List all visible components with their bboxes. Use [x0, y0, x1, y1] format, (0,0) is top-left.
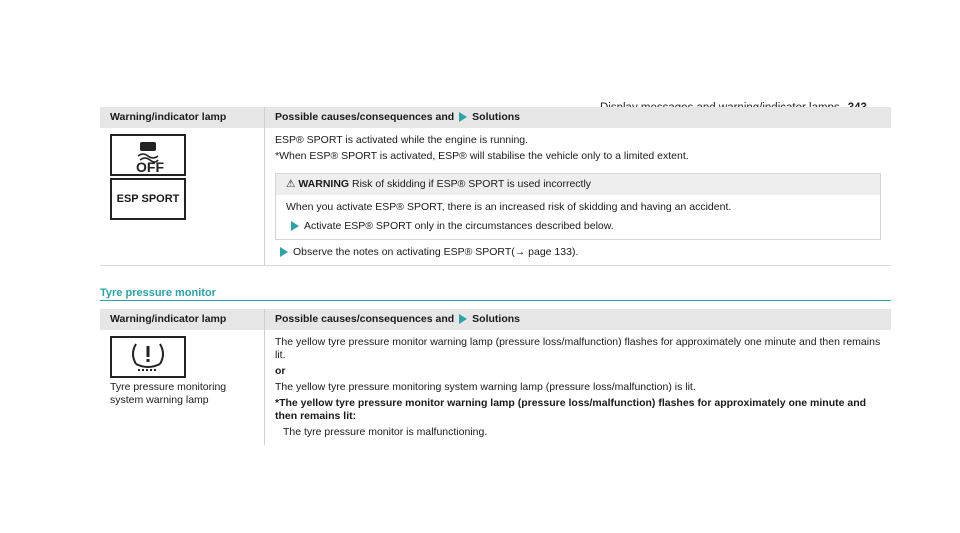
arrow-icon [280, 247, 288, 257]
solution-cell [265, 128, 892, 266]
tyre-pressure-table [100, 309, 891, 445]
esp-action: Observe the notes on activating ESP® SPORT(→ page 133). [293, 246, 579, 258]
tyre-para2: The yellow tyre pressure monitoring system warning lamp (pressure loss/malfunction) is lit. [275, 381, 696, 393]
warning-action: Activate ESP® SPORT only in the circumstances described below. [304, 220, 614, 232]
arrow-icon [459, 314, 467, 324]
warning-label: WARNING [298, 178, 350, 190]
arrow-icon [291, 221, 299, 231]
col2-header: Possible causes/consequences and Solutions [265, 309, 892, 330]
lamp-label: Tyre pressure monitoring system warning lamp [110, 381, 227, 406]
warning-box [275, 173, 881, 240]
tyre-para1: The yellow tyre pressure monitor warning lamp (pressure loss/malfunction) flashes for approximately one minute and then remains lit. [275, 336, 881, 361]
esp-off-icon [112, 136, 184, 174]
warning-icon: ⚠ [286, 178, 296, 190]
esp-sport-table [100, 107, 891, 266]
tyre-pressure-lamp [110, 336, 186, 378]
esp-line1: ESP® SPORT is activated while the engine is running. [275, 134, 529, 146]
col1-header: Warning/indicator lamp [100, 309, 265, 330]
lamp-cell [100, 330, 265, 445]
col1-header: Warning/indicator lamp [100, 107, 265, 128]
arrow-icon [459, 112, 467, 122]
tyre-bold-item: *The yellow tyre pressure monitor warning lamp (pressure loss/malfunction) flashes for approximately one minute and then remains lit: [275, 397, 867, 422]
solution-cell [265, 330, 892, 445]
col2-header: Possible causes/consequences and Solutions [265, 107, 892, 128]
esp-off-lamp [110, 134, 186, 176]
warning-title: Risk of skidding if ESP® SPORT is used incorrectly [352, 178, 592, 190]
section-divider [100, 300, 891, 301]
lamp-cell [100, 128, 265, 266]
esp-sport-lamp [110, 178, 186, 220]
tyre-para3: The tyre pressure monitor is malfunctioning. [283, 426, 488, 438]
esp-sport-lamp-text: ESP SPORT [116, 192, 180, 205]
section-title: Tyre pressure monitor [100, 287, 216, 299]
esp-line2: *When ESP® SPORT is activated, ESP® will stabilise the vehicle only to a limited extent. [275, 150, 689, 162]
warning-body: When you activate ESP® SPORT, there is an increased risk of skidding and having an accident. [286, 201, 732, 213]
or-text: or [275, 365, 286, 377]
lamp-off-text: OFF [136, 159, 164, 174]
tyre-pressure-icon [112, 338, 184, 376]
